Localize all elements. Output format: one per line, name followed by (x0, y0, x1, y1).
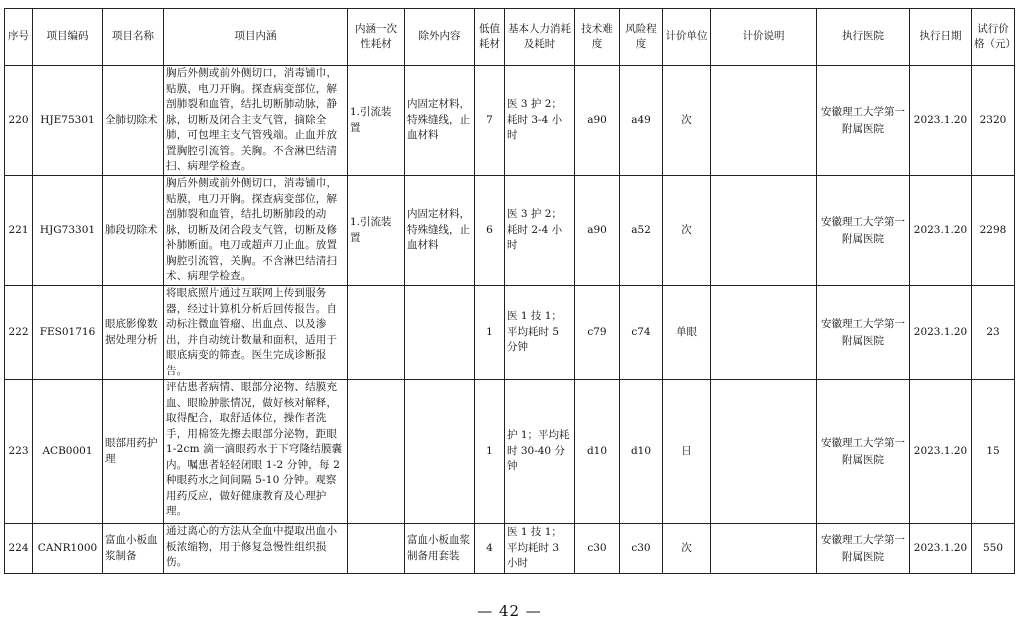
header-seq: 序号 (5, 9, 33, 66)
cell-hospital: 安徽理工大学第一附属医院 (817, 380, 910, 524)
cell-unit: 单眼 (663, 286, 711, 380)
table-row (5, 286, 1015, 380)
cell-labor: 医 3 护 2；耗时 3-4 小时 (505, 66, 575, 176)
header-labor: 基本人力消耗及耗时 (505, 9, 575, 66)
table-row (5, 176, 1015, 286)
cell-labor: 医 3 护 2；耗时 2-4 小时 (505, 176, 575, 286)
page-number: — 42 — (477, 602, 542, 620)
cell-name: 眼底影像数据处理分析 (103, 286, 164, 380)
cell-date: 2023.1.20 (910, 524, 972, 574)
cell-date: 2023.1.20 (910, 66, 972, 176)
cell-risk: c74 (620, 286, 663, 380)
cell-hospital: 安徽理工大学第一附属医院 (817, 286, 910, 380)
cell-low-value: 4 (475, 524, 505, 574)
cell-consumables (348, 524, 405, 574)
cell-date: 2023.1.20 (910, 176, 972, 286)
cell-content: 评估患者病情、眼部分泌物、结膜充血、眼睑肿胀情况，做好核对解释，取得配合，取舒适体位，操作者洗手，用棉签先擦去眼部分泌物，距眼 1-2cm 滴一滴眼药水于下穹隆结膜囊内。嘱患者轻轻闭眼 1-2 分钟，每 2 种眼药水之间间隔 5-10 分钟。观察用药反应，做好健康教育及心理护理。 (164, 380, 348, 524)
header-code: 项目编码 (33, 9, 103, 66)
cell-code: CANR1000 (33, 524, 103, 574)
cell-labor: 医 1 技 1；平均耗时 3 小时 (505, 524, 575, 574)
cell-tech: d10 (575, 380, 620, 524)
cell-code: FES01716 (33, 286, 103, 380)
cell-seq: 222 (5, 286, 33, 380)
cell-code: HJG73301 (33, 176, 103, 286)
cell-pricing-note (711, 176, 817, 286)
cell-pricing-note (711, 66, 817, 176)
header-price: 试行价格（元） (972, 9, 1015, 66)
header-exclusions: 除外内容 (405, 9, 475, 66)
cell-content: 胸后外侧或前外侧切口，消毒铺巾，贴膜，电刀开胸。探查病变部位，解剖肺裂和血管，结扎切断肺段的动脉，切断及闭合段支气管，切断及修补肺断面。电刀或超声刀止血。放置胸腔引流管，关胸。不含淋巴结清扫术、病理学检查。 (164, 176, 348, 286)
pricing-table (4, 8, 1015, 574)
cell-exclusions (405, 380, 475, 524)
cell-pricing-note (711, 286, 817, 380)
cell-pricing-note (711, 524, 817, 574)
header-unit: 计价单位 (663, 9, 711, 66)
cell-seq: 224 (5, 524, 33, 574)
cell-price: 15 (972, 380, 1015, 524)
cell-exclusions: 富血小板血浆制备用套装 (405, 524, 475, 574)
cell-tech: c79 (575, 286, 620, 380)
cell-seq: 223 (5, 380, 33, 524)
cell-name: 全肺切除术 (103, 66, 164, 176)
cell-low-value: 6 (475, 176, 505, 286)
cell-consumables (348, 286, 405, 380)
header-date: 执行日期 (910, 9, 972, 66)
header-risk: 风险程度 (620, 9, 663, 66)
cell-consumables: 1.引流装置 (348, 176, 405, 286)
cell-tech: c30 (575, 524, 620, 574)
cell-content: 通过离心的方法从全血中提取出血小板浓缩物，用于修复急慢性组织损伤。 (164, 524, 348, 574)
cell-seq: 220 (5, 66, 33, 176)
cell-name: 富血小板血浆制备 (103, 524, 164, 574)
cell-content: 胸后外侧或前外侧切口，消毒铺巾，贴膜，电刀开胸。探查病变部位，解剖肺裂和血管，结扎切断肺动脉，静脉，切断及闭合主支气管，摘除全肺，可包埋主支气管残端。止血并放置胸腔引流管。关胸。不含淋巴结清扫、病理学检查。 (164, 66, 348, 176)
cell-exclusions: 内固定材料，特殊缝线，止血材料 (405, 176, 475, 286)
cell-labor: 护 1；平均耗时 30-40 分钟 (505, 380, 575, 524)
cell-pricing-note (711, 380, 817, 524)
cell-seq: 221 (5, 176, 33, 286)
cell-risk: d10 (620, 380, 663, 524)
cell-tech: a90 (575, 176, 620, 286)
cell-consumables (348, 380, 405, 524)
cell-unit: 次 (663, 176, 711, 286)
cell-name: 眼部用药护理 (103, 380, 164, 524)
cell-risk: a49 (620, 66, 663, 176)
table-row (5, 66, 1015, 176)
cell-exclusions: 内固定材料，特殊缝线，止血材料 (405, 66, 475, 176)
cell-low-value: 1 (475, 286, 505, 380)
header-content: 项目内涵 (164, 9, 348, 66)
header-low-value: 低值耗材 (475, 9, 505, 66)
cell-code: ACB0001 (33, 380, 103, 524)
cell-tech: a90 (575, 66, 620, 176)
cell-low-value: 1 (475, 380, 505, 524)
cell-content: 将眼底照片通过互联网上传到服务器，经过计算机分析后回传报告。自动标注微血管瘤、出血点、以及渗出，并自动统计数量和面积，适用于眼底病变的筛查。医生完成诊断报告。 (164, 286, 348, 380)
cell-price: 2320 (972, 66, 1015, 176)
header-hospital: 执行医院 (817, 9, 910, 66)
cell-price: 23 (972, 286, 1015, 380)
cell-consumables: 1.引流装置 (348, 66, 405, 176)
cell-date: 2023.1.20 (910, 380, 972, 524)
header-pricing-note: 计价说明 (711, 9, 817, 66)
cell-price: 550 (972, 524, 1015, 574)
cell-date: 2023.1.20 (910, 286, 972, 380)
table-row (5, 524, 1015, 574)
table-row (5, 380, 1015, 524)
cell-price: 2298 (972, 176, 1015, 286)
cell-unit: 次 (663, 66, 711, 176)
table-header-row (5, 9, 1015, 66)
cell-hospital: 安徽理工大学第一附属医院 (817, 66, 910, 176)
header-consumables: 内涵一次性耗材 (348, 9, 405, 66)
cell-exclusions (405, 286, 475, 380)
cell-hospital: 安徽理工大学第一附属医院 (817, 524, 910, 574)
cell-unit: 次 (663, 524, 711, 574)
cell-low-value: 7 (475, 66, 505, 176)
header-name: 项目名称 (103, 9, 164, 66)
cell-code: HJE75301 (33, 66, 103, 176)
cell-hospital: 安徽理工大学第一附属医院 (817, 176, 910, 286)
cell-labor: 医 1 技 1；平均耗时 5 分钟 (505, 286, 575, 380)
cell-name: 肺段切除术 (103, 176, 164, 286)
header-tech: 技术难度 (575, 9, 620, 66)
cell-risk: c30 (620, 524, 663, 574)
cell-unit: 日 (663, 380, 711, 524)
cell-risk: a52 (620, 176, 663, 286)
